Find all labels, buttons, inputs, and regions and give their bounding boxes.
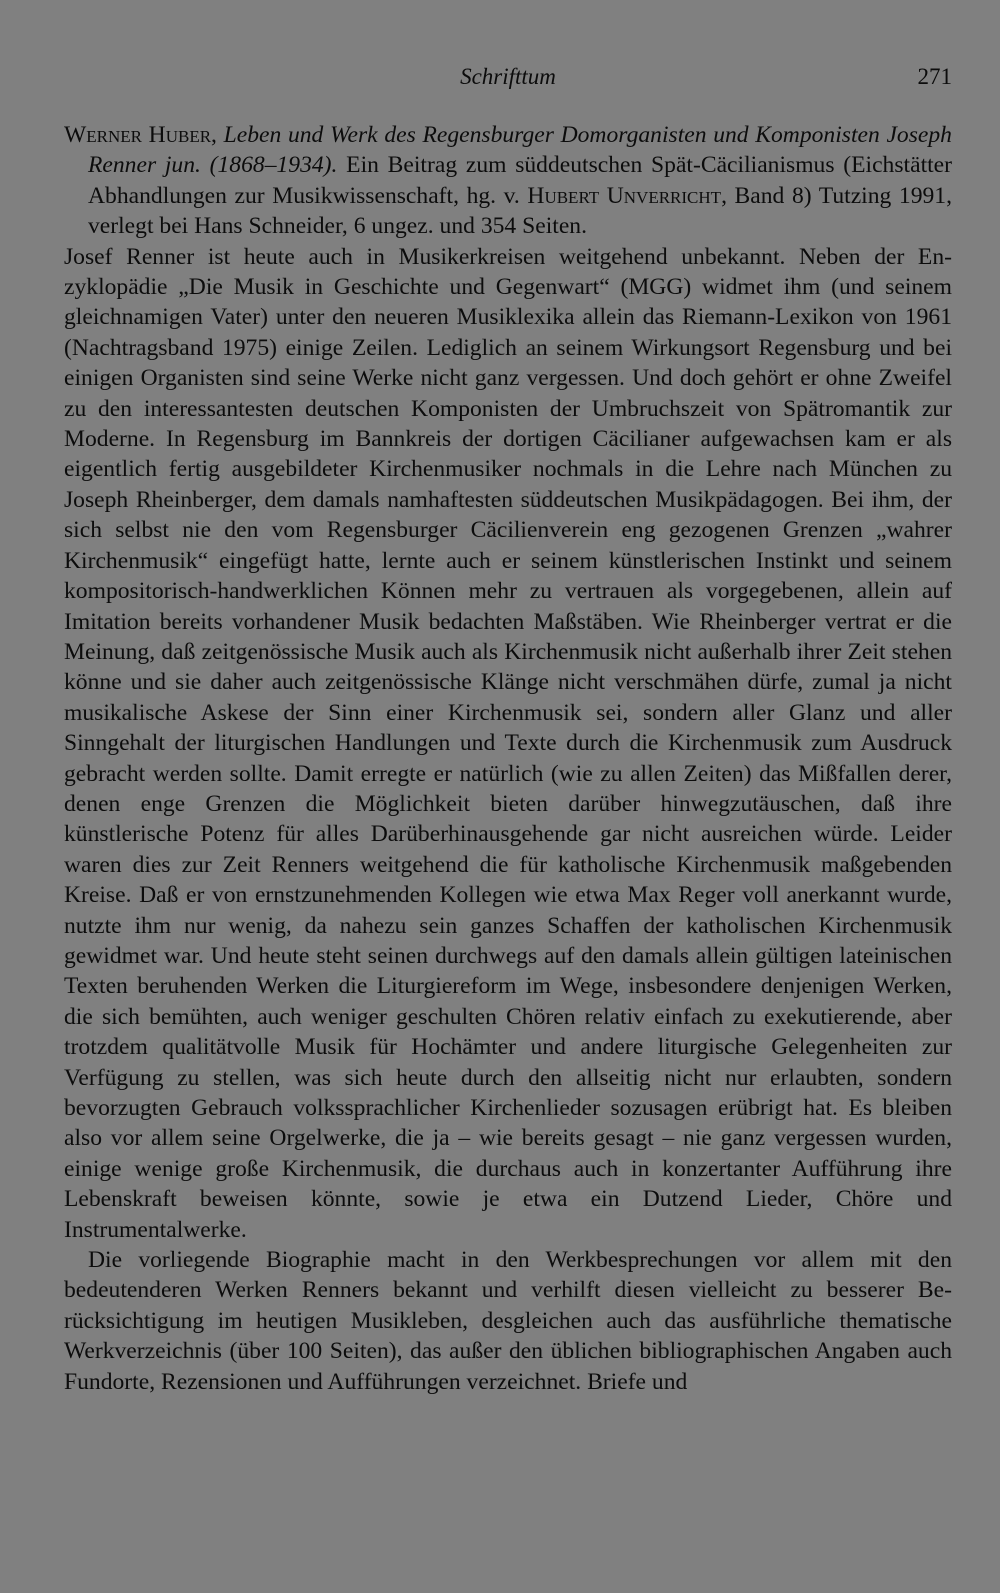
running-title: Schrifttum <box>460 64 556 89</box>
citation-series: Ein Beitrag zum süddeutschen Spät-Cäcilianismus (Eichstätter Abhandlungen zur Musikwissenschaft, hg. v. <box>88 152 953 209</box>
page-number: 271 <box>917 64 952 89</box>
bibliographic-citation <box>64 120 952 242</box>
citation-title: Leben und Werk des Regensburger Domorganisten und Komponisten Joseph Renner jun. (1868–1934). <box>88 122 952 179</box>
review-paragraph-1: Josef Renner ist heute auch in Musikerkreisen weitgehend unbekannt. Neben der Enzyklopädie „Die Musik in Geschichte und Gegenwart“ (MGG) widmet ihm (und seinem gleichnamigen Vater) unter den neueren Musiklexika allein das Riemann-Lexikon von 1961 (Nachtragsband 1975) einige Zeilen. Lediglich an seinem Wirkungsort Regensburg und bei einigen Organisten sind seine Werke nicht ganz vergessen. Und doch gehört er ohne Zweifel zu den interessantesten deutschen Komponisten der Umbruchszeit von Spätromantik zur Moderne. In Regensburg im Bannkreis der dortigen Cäcilianer aufgewachsen kam er als eigentlich fertig ausgebildeter Kirchenmusiker nochmals in die Lehre nach München zu Joseph Rheinberger, dem damals namhaftesten süddeutschen Musikpädagogen. Bei ihm, der sich selbst nie den vom Regensburger Cäcilienverein eng gezogenen Grenzen „wahrer Kirchenmusik“ eingefügt hatte, lernte auch er seinem künstlerischen Instinkt und seinem kompositorisch-handwerklichen Können mehr zu vertrauen als vorgegebenen, allein auf Imitation bereits vorhandener Musik bedachten Maßstäben. Wie Rheinberger vertrat er die Meinung, daß zeitgenössische Musik auch als Kirchenmusik nicht außerhalb ihrer Zeit stehen könne und sie daher auch zeitgenössische Klänge nicht verschmähen dürfe, zumal ja nicht musikalische Askese der Sinn einer Kirchenmusik sei, sondern aller Glanz und aller Sinngehalt der liturgischen Handlungen und Texte durch die Kirchenmusik zum Ausdruck gebracht werden sollte. Damit erregte er natürlich (wie zu allen Zeiten) das Mißfallen derer, denen enge Grenzen die Möglichkeit bieten darüber hinwegzutäuschen, daß ihre künstlerische Potenz für alles Darüberhinausgehende gar nicht ausreichen würde. Leider waren dies zur Zeit Renners weitgehend die für katholische Kirchenmusik maßgebenden Kreise. Daß er von ernstzunehmenden Kollegen wie etwa Max Reger voll anerkannt wurde, nutzte ihm nur wenig, da nahezu sein ganzes Schaffen der katholischen Kirchenmusik gewidmet war. Und heute steht seinen durchwegs auf den damals allein gültigen lateinischen Texten beruhenden Werken die Liturgiereform im Wege, insbesondere denjenigen Werken, die sich bemühten, auch weniger geschulten Chören relativ einfach zu exekutierende, aber trotzdem qualitätvolle Musik für Hochämter und andere liturgische Gelegenheiten zur Verfügung zu stellen, was sich heute durch den allseitig nicht nur erlaubten, sondern bevorzugten Gebrauch volkssprachlicher Kirchenlieder sozusagen erübrigt hat. Es bleiben also vor allem seine Orgelwerke, die ja – wie bereits gesagt – nie ganz vergessen wurden, einige wenige große Kirchenmusik, die durchaus auch in konzertanter Aufführung ihre Lebenskraft beweisen könnte, sowie je etwa ein Dutzend Lieder, Chöre und Instrumentalwerke. <box>64 243 952 1243</box>
citation-editor: Hubert Unverricht <box>527 182 722 209</box>
citation-separator: , <box>211 122 224 148</box>
review-entry <box>64 120 952 1397</box>
citation-publication: , Band 8) Tutzing 1991, verlegt bei Hans Schneider, 6 ungez. und 354 Seiten. <box>88 182 952 240</box>
citation-author: Werner Huber <box>64 122 212 148</box>
running-head <box>64 58 952 98</box>
review-paragraph-2: Die vorliegende Biographie macht in den Werkbesprechungen vor allem mit den bedeutenderen Werken Renners bekannt und verhilft diesen vielleicht zu besserer Berücksichtigung im heutigen Musikleben, desgleichen auch das ausführliche thematische Werkverzeichnis (über 100 Seiten), das außer den üblichen bibliographischen Angaben auch Fundorte, Rezensionen und Aufführungen verzeichnet. Briefe und <box>64 1247 952 1395</box>
